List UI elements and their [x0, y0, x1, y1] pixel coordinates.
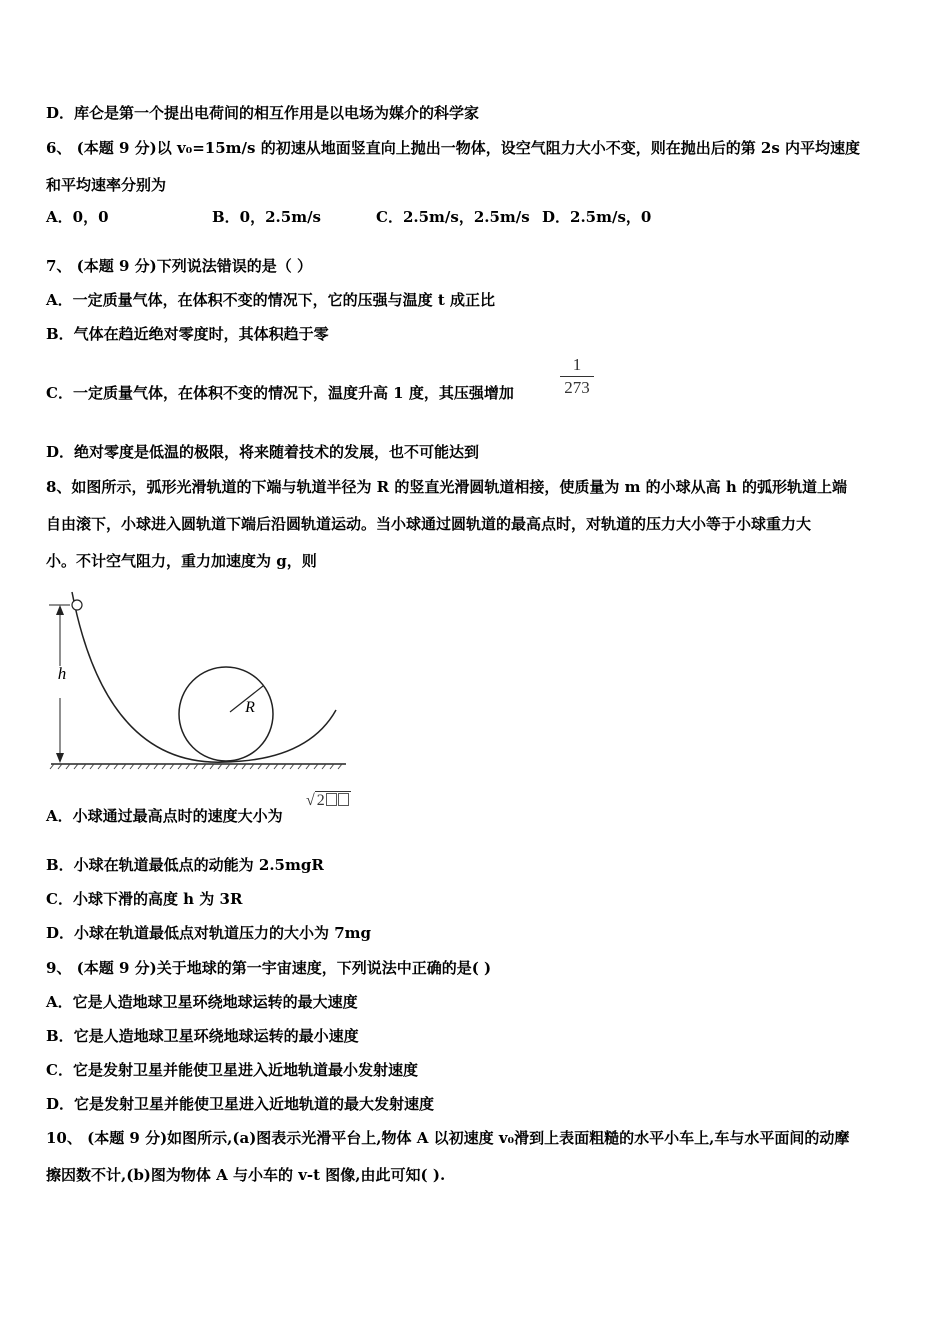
q9-option-c: C．它是发射卫星并能使卫星进入近地轨道最小发射速度: [46, 1061, 418, 1079]
q6-option-c: C．2.5m/s，2.5m/s: [376, 208, 530, 226]
q9-option-d: D．它是发射卫星并能使卫星进入近地轨道的最大发射速度: [46, 1095, 435, 1113]
q8-option-d: D．小球在轨道最低点对轨道压力的大小为 7mg: [46, 924, 372, 942]
fraction-denominator: 273: [564, 378, 590, 397]
arrow-up-icon: [56, 605, 64, 615]
q6-stem-line2: 和平均速率分别为: [46, 176, 167, 194]
arc-track: [72, 592, 336, 762]
q8-option-b: B．小球在轨道最低点的动能为 2.5mgR: [46, 856, 324, 874]
q9-option-a: A．它是人造地球卫星环绕地球运转的最大速度: [46, 993, 358, 1011]
q6-stem-line1: 6、 (本题 9 分)以 v₀=15m/s 的初速从地面竖直向上抛出一物体，设空气阻力大小不变，则在抛出后的第 2s 内平均速度: [46, 139, 861, 157]
q8-stem-line3: 小。不计空气阻力，重力加速度为 g，则: [46, 552, 317, 570]
q6-option-d: D．2.5m/s，0: [542, 208, 652, 226]
q10-stem-line2: 擦因数不计,(b)图为物体 A 与小车的 v-t 图像,由此可知( ).: [46, 1166, 446, 1184]
q7-option-d: D．绝对零度是低温的极限，将来随着技术的发展，也不可能达到: [46, 443, 480, 461]
arrow-down-icon: [56, 753, 64, 763]
q9-stem: 9、 (本题 9 分)关于地球的第一宇宙速度，下列说法中正确的是( ): [46, 959, 492, 977]
q6-option-b: B．0，2.5m/s: [212, 208, 322, 226]
q9-option-b: B．它是人造地球卫星环绕地球运转的最小速度: [46, 1027, 359, 1045]
sqrt-expression: √ 2: [306, 792, 351, 810]
missing-glyph-box: [326, 793, 337, 806]
missing-glyph-box: [338, 793, 349, 806]
q5-option-d: D．库仑是第一个提出电荷间的相互作用是以电场为媒介的科学家: [46, 104, 480, 122]
q8-stem-line1: 8、如图所示，弧形光滑轨道的下端与轨道半径为 R 的竖直光滑圆轨道相接，使质量为 m 的小球从高 h 的弧形轨道上端: [46, 478, 848, 496]
q7-option-b: B．气体在趋近绝对零度时，其体积趋于零: [46, 325, 329, 343]
q6-option-a: A．0，0: [46, 208, 109, 226]
q7-option-c: C．一定质量气体，在体积不变的情况下，温度升高 1 度，其压强增加: [46, 384, 514, 402]
fraction-numerator: 1: [560, 355, 594, 377]
radius-label: R: [245, 699, 255, 716]
q10-stem-line1: 10、 (本题 9 分)如图所示,(a)图表示光滑平台上,物体 A 以初速度 v₀滑到上表面粗糙的水平小车上,车与水平面间的动摩: [46, 1129, 850, 1147]
fraction-1-over-273: [560, 355, 594, 398]
q8-option-c: C．小球下滑的高度 h 为 3R: [46, 890, 243, 908]
sqrt-radicand: 2: [316, 792, 325, 809]
ball: [72, 600, 82, 610]
track-diagram: [46, 588, 356, 778]
q8-stem-line2: 自由滚下，小球进入圆轨道下端后沿圆轨道运动。当小球通过圆轨道的最高点时，对轨道的压力大小等于小球重力大: [46, 515, 812, 533]
q8-option-a: A．小球通过最高点时的速度大小为: [46, 807, 283, 825]
q7-stem: 7、 (本题 9 分)下列说法错误的是（ ）: [46, 257, 312, 275]
height-label: h: [57, 664, 67, 683]
circular-track: [179, 667, 273, 761]
q7-option-a: A．一定质量气体，在体积不变的情况下，它的压强与温度 t 成正比: [46, 291, 496, 309]
